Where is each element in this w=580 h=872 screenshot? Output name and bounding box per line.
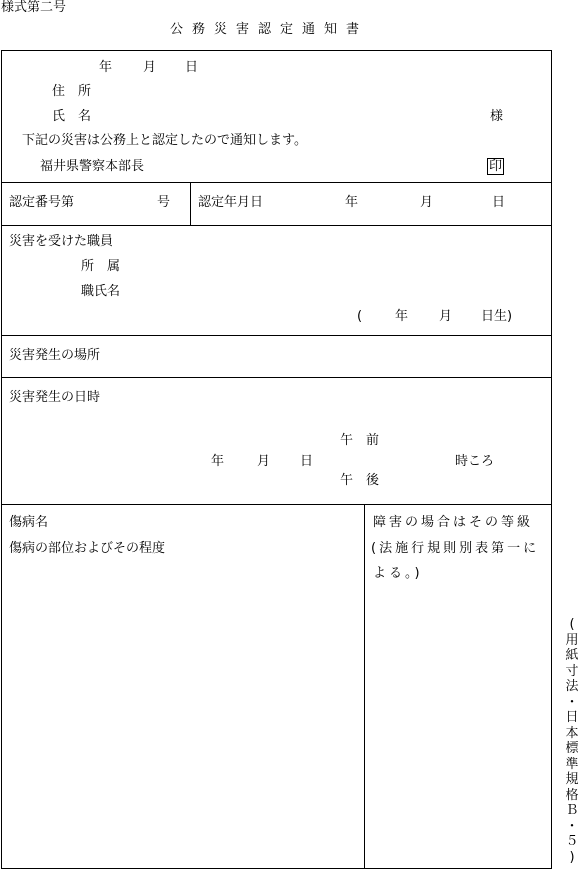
disability-line-3: よる。) bbox=[373, 566, 423, 581]
birth-month: 月 bbox=[439, 309, 453, 324]
paper-size-note-char: ) bbox=[569, 849, 575, 865]
employee-section-label: 災害を受けた職員 bbox=[9, 234, 114, 249]
header-year: 年 bbox=[99, 60, 113, 75]
cert-date-label: 認定年月日 bbox=[198, 195, 264, 210]
document-title: 公務災害認定通知書 bbox=[170, 22, 369, 37]
paper-size-note-char: 標 bbox=[565, 741, 579, 756]
paper-size-note-char: 紙 bbox=[565, 648, 579, 663]
name-label: 氏 名 bbox=[52, 109, 92, 124]
paper-size-note-char: 規 bbox=[565, 772, 579, 787]
cert-day: 日 bbox=[492, 195, 506, 210]
notice-text: 下記の災害は公務上と認定したので通知します。 bbox=[22, 133, 307, 148]
cert-year: 年 bbox=[345, 195, 359, 210]
cert-month: 月 bbox=[420, 195, 434, 210]
datetime-year: 年 bbox=[211, 454, 225, 469]
divider-cert-columns bbox=[190, 182, 191, 225]
datetime-day: 日 bbox=[300, 454, 314, 469]
paper-size-note-char: 法 bbox=[565, 679, 579, 694]
form-number: 様式第二号 bbox=[1, 0, 67, 15]
datetime-month: 月 bbox=[257, 454, 271, 469]
divider-certification bbox=[1, 225, 552, 226]
issuer: 福井県警察本部長 bbox=[40, 159, 145, 174]
paper-size-note bbox=[564, 617, 580, 865]
birth-day: 日生) bbox=[481, 309, 513, 324]
injury-part-label: 傷病の部位およびその程度 bbox=[9, 541, 166, 556]
paper-size-note-char: 寸 bbox=[565, 663, 579, 679]
birth-open: ( bbox=[357, 309, 363, 324]
seal-stamp: 印 bbox=[489, 159, 503, 174]
header-month: 月 bbox=[143, 60, 157, 75]
paper-size-note-char: ５ bbox=[565, 834, 579, 849]
hour-suffix: 時ころ bbox=[455, 454, 495, 469]
paper-size-note-char: 日 bbox=[565, 710, 579, 725]
paper-size-note-char: ・ bbox=[565, 818, 579, 834]
divider-place bbox=[1, 377, 552, 378]
birth-year: 年 bbox=[395, 309, 409, 324]
cert-number-suffix: 号 bbox=[157, 195, 171, 210]
paper-size-note-char: ( bbox=[569, 617, 575, 632]
place-label: 災害発生の場所 bbox=[9, 348, 101, 363]
affiliation-label: 所 属 bbox=[81, 259, 121, 274]
datetime-label: 災害発生の日時 bbox=[9, 390, 101, 405]
address-label: 住 所 bbox=[52, 84, 92, 99]
pm-label: 午 後 bbox=[340, 473, 380, 488]
paper-size-note-char: Ｂ bbox=[565, 803, 579, 818]
paper-size-note-char: 本 bbox=[565, 725, 579, 741]
divider-injury-columns bbox=[364, 504, 365, 869]
divider-employee bbox=[1, 335, 552, 336]
am-label: 午 前 bbox=[340, 433, 380, 448]
cert-number-label: 認定番号第 bbox=[9, 195, 75, 210]
injury-name-label: 傷病名 bbox=[9, 515, 49, 530]
paper-size-note-char: ・ bbox=[565, 694, 579, 710]
disability-line-2: (法施行規則別表第一に bbox=[371, 541, 540, 556]
disability-line-1: 障害の場合はその等級 bbox=[373, 515, 534, 530]
divider-header bbox=[1, 182, 552, 183]
paper-size-note-char: 準 bbox=[565, 756, 579, 772]
paper-size-note-char: 格 bbox=[565, 787, 579, 803]
employee-name-label: 職氏名 bbox=[81, 284, 121, 299]
paper-size-note-char: 用 bbox=[565, 632, 579, 648]
header-day: 日 bbox=[185, 60, 199, 75]
honorific: 様 bbox=[490, 109, 504, 124]
divider-datetime bbox=[1, 504, 552, 505]
